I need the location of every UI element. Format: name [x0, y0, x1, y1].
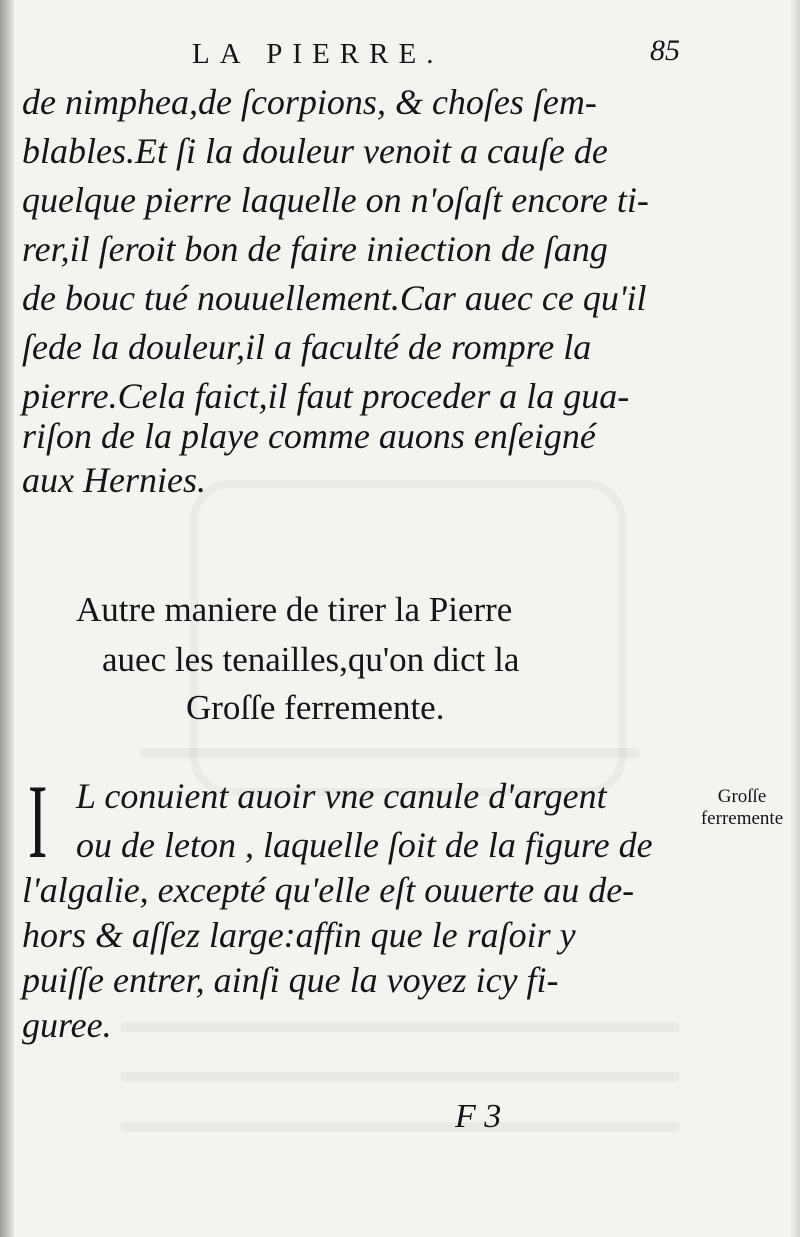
bleed-through-text: [140, 748, 640, 758]
text-line: ou de leton , laquelle ſoit de la figure de: [76, 825, 653, 865]
margin-note: [686, 786, 798, 830]
text-line: blables.Et ſi la douleur venoit a cauſe de: [22, 131, 608, 171]
margin-note-line: ferremente: [700, 808, 784, 829]
drop-cap: I: [28, 763, 48, 880]
text-line: hors & aſſez large:affin que le raſoir y: [22, 915, 576, 955]
text-line: de bouc tué nouuellement.Car auec ce qu'il: [22, 278, 647, 318]
text-line: guree.: [22, 1005, 112, 1045]
heading-line: Autre maniere de tirer la Pierre: [76, 590, 513, 629]
text-line: quelque pierre laquelle on n'oſaſt encore ti-: [22, 180, 649, 220]
bleed-through-text: [120, 1122, 680, 1132]
page-number: 85: [650, 34, 680, 67]
text-line: riſon de la playe comme auons enſeigné: [22, 416, 596, 456]
page-header: [150, 30, 680, 80]
text-line: pierre.Cela faict,il faut proceder a la gua-: [22, 376, 630, 416]
text-line: ſede la douleur,il a faculté de rompre la: [22, 327, 592, 367]
signature-mark: F 3: [455, 1098, 502, 1135]
text-line: l'algalie, excepté qu'elle eſt ouuerte au de-: [22, 870, 635, 910]
text-line: puiſſe entrer, ainſi que la voyez icy fi-: [22, 960, 559, 1000]
running-title: LA PIERRE.: [192, 38, 444, 70]
bleed-through-text: [120, 1072, 680, 1082]
text-line: de nimphea,de ſcorpions, & choſes ſem-: [22, 82, 597, 122]
margin-note-line: Groſſe: [717, 786, 767, 807]
text-line: L conuient auoir vne canule d'argent: [76, 776, 607, 816]
text-line: aux Hernies.: [22, 460, 206, 500]
text-line: rer,il ſeroit bon de faire iniection de ſang: [22, 229, 608, 269]
bleed-through-text: [120, 1022, 680, 1032]
heading-line: Groſſe ferremente.: [186, 688, 445, 727]
heading-line: auec les tenailles,qu'on dict la: [102, 640, 520, 679]
